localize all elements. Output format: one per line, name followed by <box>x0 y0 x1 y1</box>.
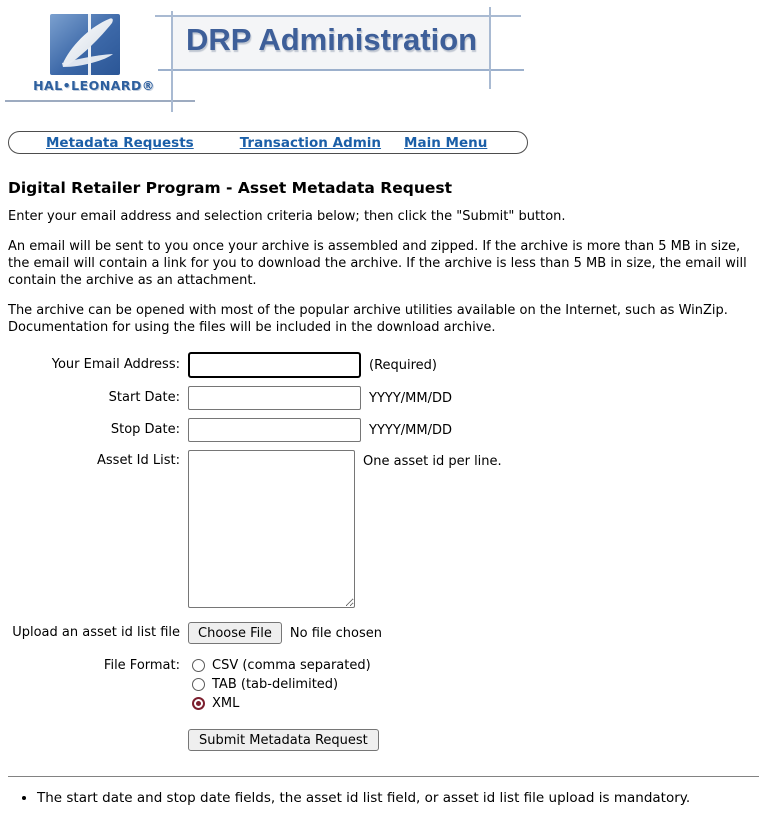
stop-date-input[interactable] <box>188 418 361 442</box>
email-required-note: (Required) <box>369 357 438 373</box>
choose-file-button[interactable]: Choose File <box>188 622 282 644</box>
main-nav <box>8 131 528 154</box>
csv-radio-label[interactable]: CSV (comma separated) <box>212 658 371 673</box>
email-input[interactable] <box>188 352 361 378</box>
file-format-label: File Format: <box>103 658 180 673</box>
drafting-line-vertical-left <box>171 11 173 112</box>
nav-link-metadata-requests[interactable]: Metadata Requests <box>46 134 194 151</box>
tab-radio[interactable] <box>192 678 205 691</box>
mandatory-fields-note: • The start date and stop date fields, the asset id list field, or asset id list file upload is mandatory. <box>37 790 767 807</box>
page-header <box>0 0 767 118</box>
file-format-row <box>8 656 759 713</box>
drafting-line-logo-underline <box>5 100 195 102</box>
drafting-line-vertical-right <box>489 7 491 89</box>
asset-id-list-textarea[interactable] <box>188 450 355 608</box>
file-format-option-tab[interactable] <box>188 675 338 694</box>
asset-id-list-row <box>8 450 759 608</box>
start-date-row <box>8 386 759 410</box>
brand-wordmark: HAL•LEONARD® <box>33 78 155 93</box>
archive-info-paragraph: The archive can be opened with most of the popular archive utilities available on the Internet, such as WinZip. Documentation for using the files will be included in the download archive. <box>8 303 728 335</box>
start-date-input[interactable] <box>188 386 361 410</box>
asset-id-list-label: Asset Id List: <box>97 453 180 468</box>
asset-id-list-note: One asset id per line. <box>363 454 502 469</box>
file-format-option-xml[interactable] <box>188 694 239 713</box>
file-upload-row <box>8 622 759 644</box>
email-label: Your Email Address: <box>51 357 180 372</box>
stop-date-row <box>8 418 759 442</box>
tab-radio-label[interactable]: TAB (tab-delimited) <box>212 677 339 692</box>
app-title: DRP Administration <box>186 22 478 57</box>
main-content <box>8 179 759 751</box>
email-row <box>8 352 759 378</box>
start-date-format-note: YYYY/MM/DD <box>369 390 452 406</box>
page-title: Digital Retailer Program - Asset Metadata Request <box>8 179 453 197</box>
intro-paragraph: Enter your email address and selection criteria below; then click the "Submit" button. <box>8 209 566 224</box>
file-upload-label: Upload an asset id list file <box>12 625 180 640</box>
email-info-paragraph: An email will be sent to you once your archive is assembled and zipped. If the archive is more than 5 MB in size, the email will contain a link for you to download the archive. If the archive is less than 5 MB in size, the email will contain the archive as an attachment. <box>8 239 747 288</box>
file-chosen-status: No file chosen <box>289 625 382 641</box>
csv-radio[interactable] <box>192 659 205 672</box>
nav-link-main-menu[interactable]: Main Menu <box>404 134 488 151</box>
file-format-option-csv[interactable] <box>188 656 371 675</box>
drafting-line-top <box>155 15 521 17</box>
footer-divider <box>8 776 759 777</box>
submit-metadata-request-button[interactable]: Submit Metadata Request <box>188 729 379 751</box>
metadata-request-form <box>8 352 759 751</box>
drafting-line-bottom <box>158 69 524 71</box>
hal-leonard-logo-icon <box>50 14 120 75</box>
footnote-list <box>0 790 767 807</box>
nav-link-transaction-admin[interactable]: Transaction Admin <box>239 134 382 151</box>
stop-date-label: Stop Date: <box>110 422 180 437</box>
xml-radio-label[interactable]: XML <box>212 696 240 711</box>
start-date-label: Start Date: <box>108 390 180 405</box>
xml-radio[interactable] <box>192 697 205 710</box>
submit-row <box>188 729 759 751</box>
stop-date-format-note: YYYY/MM/DD <box>369 422 452 438</box>
